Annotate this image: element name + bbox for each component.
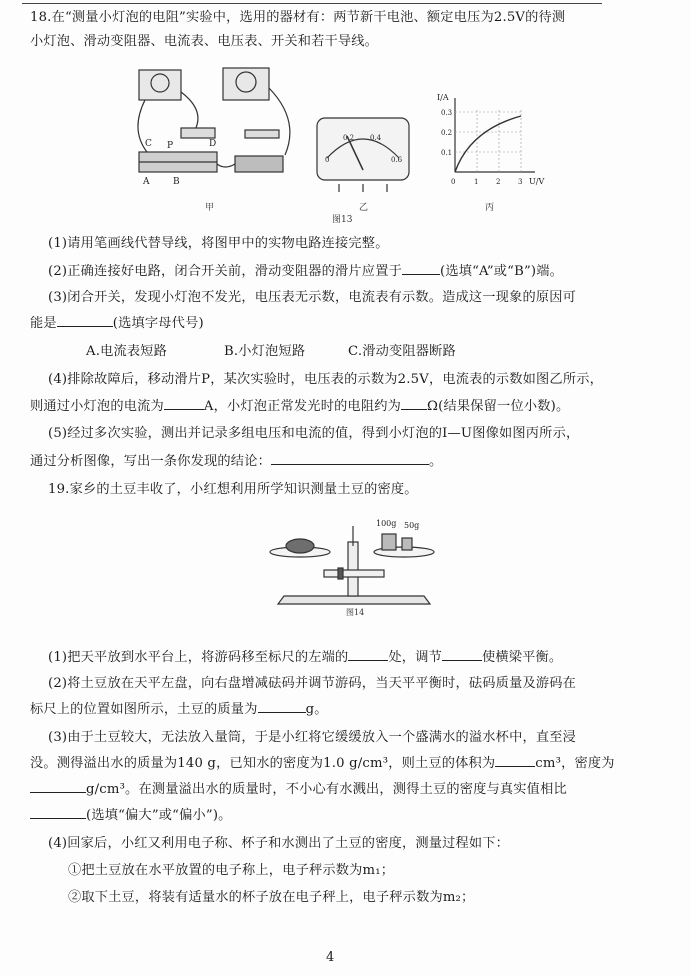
q18-part5-blank[interactable] xyxy=(271,452,429,465)
graph-grid xyxy=(455,110,523,172)
q18-option-b: B.小灯泡短路 xyxy=(224,344,306,359)
scale-0-4: 0.4 xyxy=(370,134,382,142)
beam-scale xyxy=(324,570,384,577)
wire-4 xyxy=(217,164,235,167)
graph-ylabel: I/A xyxy=(437,93,449,102)
q19-part1-text-b: 处，调节 xyxy=(388,650,442,665)
xtick-0: 0 xyxy=(451,178,456,186)
bulb-base xyxy=(181,128,215,138)
label-bing: 丙 xyxy=(485,203,495,213)
q19-part1-text-c: 使横梁平衡。 xyxy=(481,650,563,665)
figure-13-drawing xyxy=(125,60,565,220)
q19-part1 xyxy=(48,648,562,667)
weight-50g xyxy=(402,538,412,550)
q19-part1-blank-zero[interactable] xyxy=(348,648,388,661)
q18-part3-blank[interactable] xyxy=(57,314,113,327)
q18-part4-blank-current[interactable] xyxy=(164,397,204,410)
balance-base xyxy=(278,596,430,604)
q18-intro-line1: 18.在“测量小灯泡的电阻”实验中，选用的器材有：两节新干电池、额定电压为2.5V的待测 xyxy=(30,10,566,25)
weight-100g xyxy=(382,534,396,550)
q19-step1: ①把土豆放在水平放置的电子称上，电子秤示数为m₁； xyxy=(68,863,395,878)
label-yi: 乙 xyxy=(359,203,369,213)
q19-part4: (4)回家后，小红又利用电子称、杯子和水测出了土豆的密度，测量过程如下： xyxy=(48,836,510,851)
label-d: D xyxy=(209,139,217,149)
switch xyxy=(245,130,279,138)
xtick-1: 1 xyxy=(474,178,479,186)
label-jia: 甲 xyxy=(205,203,215,213)
q19-part2-line1: (2)将土豆放在天平左盘，向右盘增减砝码并调节游码，当天平平衡时，砝码质量及游码在 xyxy=(48,676,577,691)
scale-0-6: 0.6 xyxy=(391,156,403,164)
q18-part2-blank[interactable] xyxy=(402,262,440,275)
q18-part4-line2 xyxy=(30,397,569,416)
q18-part5-text-c: 。 xyxy=(428,454,443,469)
wire-2 xyxy=(181,92,198,130)
weight-50g-label: 50g xyxy=(404,521,420,530)
q18-part2-text-a: (2)正确连接好电路，闭合开关前，滑动变阻器的滑片应置于 xyxy=(48,264,402,279)
potato xyxy=(286,539,314,553)
balance-pillar xyxy=(348,542,358,596)
figure-14 xyxy=(264,512,444,616)
q18-part4-text-b: 则通过小灯泡的电流为 xyxy=(30,399,164,414)
q19-part3-line3 xyxy=(30,780,567,799)
q18-part5-line2 xyxy=(30,452,442,471)
label-c: C xyxy=(145,139,152,149)
ammeter-yi xyxy=(317,118,409,192)
q19-intro: 19.家乡的土豆丰收了，小红想利用所学知识测量土豆的密度。 xyxy=(48,482,418,497)
ytick-0-1: 0.1 xyxy=(441,149,453,157)
q19-part3-blank-volume[interactable] xyxy=(495,754,535,767)
q18-part3-line1: (3)闭合开关，发现小灯泡不发光，电压表无示数，电流表有示数。造成这一现象的原因可 xyxy=(48,290,577,305)
q19-part3-blank-density[interactable] xyxy=(30,780,86,793)
iu-curve xyxy=(455,116,521,172)
q18-option-a: A.电流表短路 xyxy=(86,344,168,359)
q19-part3-text-d: g/cm³。在测量溢出水的质量时，不小心有水溅出，测得土豆的密度与真实值相比 xyxy=(86,782,567,797)
wire-3 xyxy=(269,88,290,155)
q19-part2-line2 xyxy=(30,700,328,719)
q18-part1: (1)请用笔画线代替导线，将图甲中的实物电路连接完整。 xyxy=(48,236,389,251)
q18-part5-line1: (5)经过多次实验，测出并记录多组电压和电流的值，得到小灯泡的I—U图像如图丙所示， xyxy=(48,426,580,441)
figure-14-caption: 图14 xyxy=(346,608,365,616)
q18-part4-text-c: A，小灯泡正常发光时的电阻约为 xyxy=(203,399,402,414)
figure-13-caption: 图13 xyxy=(332,215,353,225)
q18-part2 xyxy=(48,262,563,281)
q18-part4-line1: (4)排除故障后，移动滑片P，某次实验时，电压表的示数为2.5V，电流表的示数如图乙所示， xyxy=(48,372,603,387)
label-a: A xyxy=(143,177,150,187)
scale-0-2: 0.2 xyxy=(343,134,355,142)
circuit-jia xyxy=(138,68,290,172)
q18-part2-text-b: (选填“A”或“B”)端。 xyxy=(439,264,564,279)
q19-part3-text-b: 没。测得溢出水的质量为140 g，已知水的密度为1.0 g/cm³，则土豆的体积为 xyxy=(30,756,496,771)
q19-part3-blank-error[interactable] xyxy=(30,806,86,819)
q18-part3-text-b: 能是 xyxy=(30,316,57,331)
q18-part4-blank-resistance[interactable] xyxy=(401,397,427,410)
q19-part3-text-c: cm³，密度为 xyxy=(535,756,615,771)
scale-0: 0 xyxy=(325,156,330,164)
q18-part3-line2 xyxy=(30,314,204,333)
q19-part1-blank-adjust[interactable] xyxy=(442,648,482,661)
rider xyxy=(338,568,343,579)
q19-part3-text-e: (选填“偏大”或“偏小”)。 xyxy=(86,808,232,823)
q18-part5-text-b: 通过分析图像，写出一条你发现的结论： xyxy=(30,454,271,469)
q19-part3-line2 xyxy=(30,754,615,773)
xtick-2: 2 xyxy=(496,178,501,186)
q19-part2-text-c: g。 xyxy=(305,702,328,717)
label-b: B xyxy=(173,177,180,187)
q19-part1-text-a: (1)把天平放到水平台上，将游码移至标尺的左端的 xyxy=(48,650,349,665)
weight-100g-label: 100g xyxy=(376,519,397,528)
battery-box xyxy=(235,156,283,172)
q18-option-c: C.滑动变阻器断路 xyxy=(348,344,456,359)
graph-xlabel: U/V xyxy=(529,177,545,186)
q19-part2-blank[interactable] xyxy=(258,700,306,713)
ytick-0-3: 0.3 xyxy=(441,109,453,117)
voltmeter-device xyxy=(223,68,269,100)
label-p: P xyxy=(167,141,174,151)
figure-14-drawing xyxy=(264,512,444,616)
q19-part3-line1: (3)由于土豆较大，无法放入量筒，于是小红将它缓缓放入一个盛满水的溢水杯中，直至浸 xyxy=(48,730,577,745)
q19-part2-text-b: 标尺上的位置如图所示，土豆的质量为 xyxy=(30,702,258,717)
page-number: 4 xyxy=(326,950,335,965)
q18-part3-text-c: (选填字母代号) xyxy=(112,316,204,331)
q19-step2: ②取下土豆，将装有适量水的杯子放在电子秤上，电子秤示数为m₂； xyxy=(68,890,475,905)
xtick-3: 3 xyxy=(518,178,523,186)
figure-13 xyxy=(125,60,565,220)
q18-part4-text-d: Ω(结果保留一位小数)。 xyxy=(427,399,570,414)
q19-part3-line4 xyxy=(30,806,232,825)
q18-intro-line2: 小灯泡、滑动变阻器、电流表、电压表、开关和若干导线。 xyxy=(30,34,379,49)
graph-bing xyxy=(455,98,535,172)
top-rule xyxy=(22,3,602,4)
meter-case xyxy=(317,118,409,180)
ytick-0-2: 0.2 xyxy=(441,129,453,137)
